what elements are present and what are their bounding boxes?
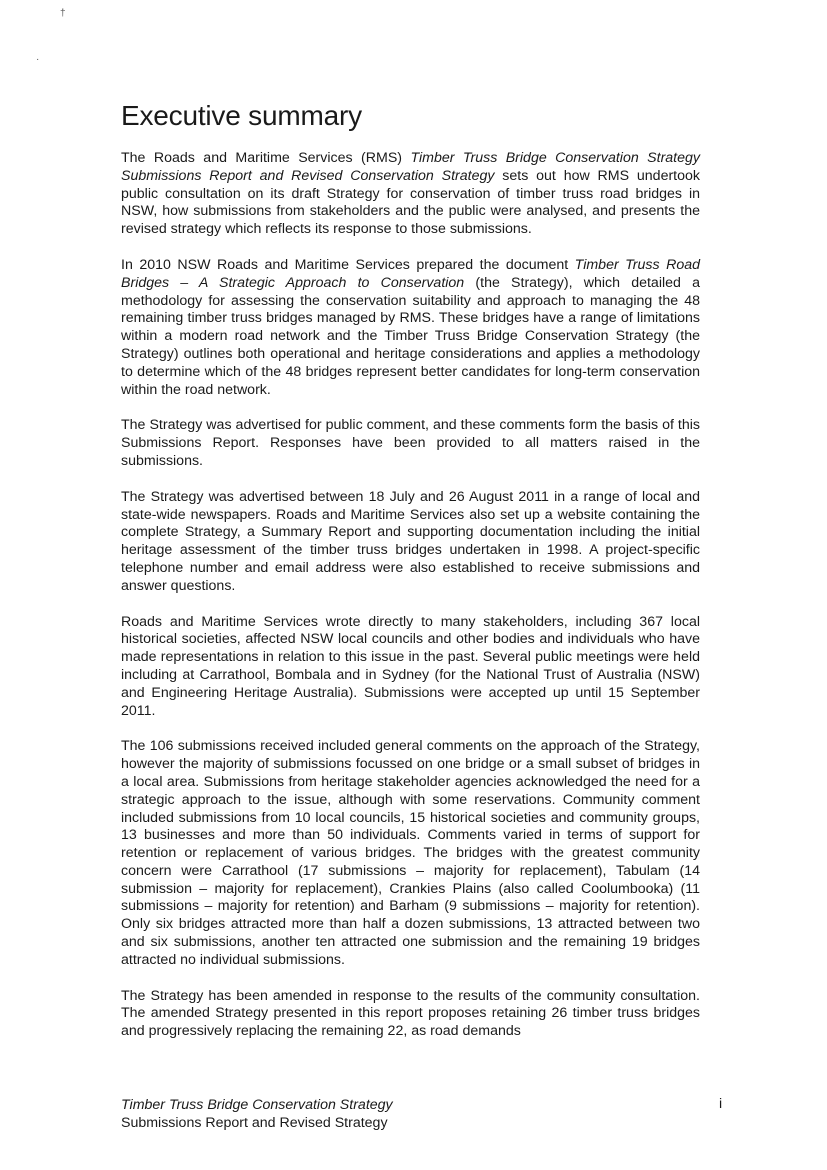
paragraph-7: The Strategy has been amended in response to the results of the community consultation. The amended Strategy presented in this report proposes retaining 26 timber truss bridges and progressively replacing the remaining 22, as road demands: [121, 987, 700, 1040]
report-title-italic: Timber Truss Bridge Conservation Strategy Submissions Report and Revised Conservation Strategy: [121, 150, 701, 184]
paragraph-3: The Strategy was advertised for public comment, and these comments form the basis of this Submissions Report. Responses have been provided to all matters raised in the submissions.: [121, 417, 700, 469]
footer-document-title: Timber Truss Bridge Conservation Strategy: [121, 1097, 393, 1113]
paragraph-2-text-cont: (the Strategy), which detailed a methodology for assessing the conservation suitability and approach to managing the 48 remaining timber truss bridges managed by RMS. These bridges have a range of limitations within a modern road network and the Timber Truss Bridge Conservation Strategy (the Strategy) outlines both operational and heritage considerations and applies a methodology to determine which of the 48 bridges represent better candidates for long-term conservation within the road network.: [121, 274, 700, 398]
paragraph-1-text: The Roads and Maritime Services (RMS): [121, 150, 411, 166]
page-number: i: [719, 1096, 723, 1112]
strategy-title-italic: Timber Truss Road Bridges – A Strategic Approach to Conservation: [121, 256, 700, 291]
document-body: [121, 150, 700, 1041]
page-footer: [121, 1096, 393, 1132]
page-title: Executive summary: [121, 100, 362, 131]
paragraph-1-text-cont: sets out how RMS undertook public consultation on its draft Strategy for conservation of timber truss road bridges in NSW, how submissions from stakeholders and the public were analysed, and presents the revised strategy which reflects its response to those submissions.: [121, 167, 700, 238]
footer-document-subtitle: Submissions Report and Revised Strategy: [121, 1115, 388, 1131]
paragraph-6: The 106 submissions received included general comments on the approach of the Strategy, however the majority of submissions focussed on one bridge or a small subset of bridges in a local area. Submissions from heritage stakeholder agencies acknowledged the need for a strategic approach to the issue, although with some reservations. Community comment included submissions from 10 local councils, 15 historical societies and community groups, 13 businesses and more than 50 individuals. Comments varied in terms of support for retention or replacement of various bridges. The bridges with the greatest community concern were Carrathool (17 submissions – majority for replacement), Tabulam (14 submission – majority for replacement), Crankies Plains (also called Coolumbooka) (11 submissions – majority for retention) and Barham (9 submissions – majority for retention). Only six bridges attracted more than half a dozen submissions, 13 attracted between two and six submissions, another ten attracted one submission and the remaining 19 bridges attracted no individual submissions.: [121, 738, 700, 968]
scan-speck: ·: [36, 54, 40, 65]
paragraph-2: [121, 257, 700, 399]
scan-speck: †: [60, 8, 66, 19]
paragraph-5: Roads and Maritime Services wrote directly to many stakeholders, including 367 local historical societies, affected NSW local councils and other bodies and individuals who have made representations in relation to this issue in the past. Several public meetings were held including at Carrathool, Bombala and in Sydney (for the National Trust of Australia (NSW) and Engineering Heritage Australia). Submissions were accepted up until 15 September 2011.: [121, 613, 700, 719]
paragraph-4: The Strategy was advertised between 18 July and 26 August 2011 in a range of local and state-wide newspapers. Roads and Maritime Services also set up a website containing the complete Strategy, a Summary Report and supporting documentation including the initial heritage assessment of the timber truss bridges undertaken in 1998. A project-specific telephone number and email address were also established to receive submissions and answer questions.: [121, 488, 700, 594]
paragraph-1: [121, 150, 700, 239]
paragraph-2-text: In 2010 NSW Roads and Maritime Services prepared the document: [121, 256, 575, 273]
